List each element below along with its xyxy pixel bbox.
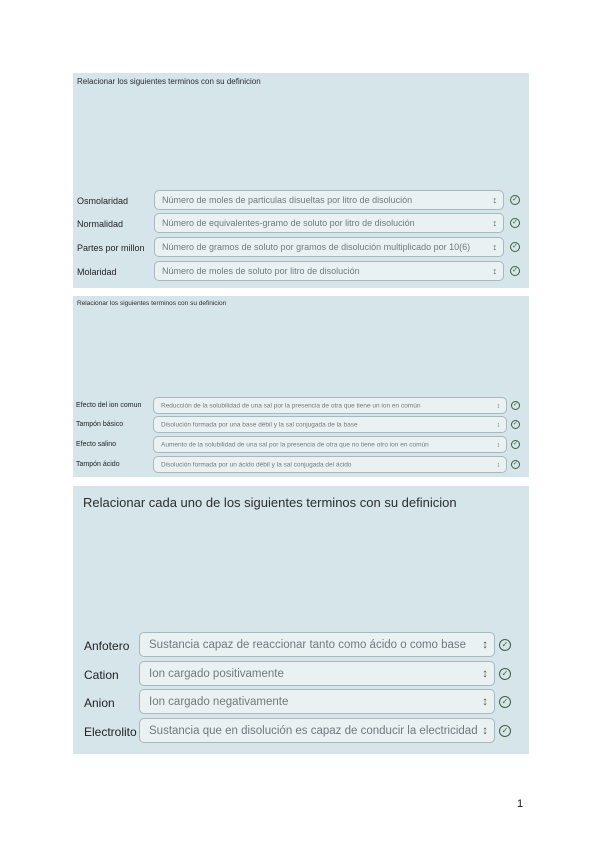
matching-question-1 — [73, 73, 529, 288]
question-prompt: Relacionar cada uno de los siguientes terminos con su definicion — [83, 495, 457, 510]
match-row — [73, 190, 529, 212]
updown-arrow-icon: ↕ — [496, 421, 500, 428]
check-circle-icon: ✓ — [510, 195, 520, 205]
match-row — [73, 661, 529, 688]
match-row — [73, 213, 529, 235]
question-prompt: Relacionar los siguientes terminos con su definicion — [77, 300, 227, 307]
updown-arrow-icon: ↕ — [496, 461, 500, 468]
check-circle-icon: ✓ — [499, 725, 511, 737]
check-circle-icon: ✓ — [512, 441, 519, 447]
match-row — [73, 436, 529, 455]
updown-arrow-icon: ↕ — [496, 402, 500, 409]
term-label: Efecto del ion comun — [76, 402, 142, 409]
updown-arrow-icon: ↕ — [496, 441, 500, 448]
check-circle-icon: ✓ — [512, 421, 519, 427]
answer-select[interactable]: Sustancia capaz de reaccionar tanto como ácido o como base ↕ — [139, 632, 495, 657]
updown-arrow-icon: ↕ — [482, 638, 488, 651]
answer-select[interactable]: Disolución formada por un ácido débil y la sal conjugada del ácido ↕ — [153, 456, 507, 473]
answer-select[interactable]: Ion cargado positivamente ↕ — [139, 661, 495, 686]
question-prompt: Relacionar los siguientes terminos con su definicion — [77, 77, 261, 86]
updown-arrow-icon: ↕ — [482, 667, 488, 680]
updown-arrow-icon: ↕ — [482, 695, 488, 708]
answer-select[interactable]: Ion cargado negativamente ↕ — [139, 689, 495, 714]
check-circle-icon: ✓ — [510, 242, 520, 252]
matching-question-2 — [73, 296, 529, 477]
answer-select[interactable]: Número de moles de particulas disueltas por litro de disolución ↕ — [154, 190, 504, 210]
term-label: Normalidad — [77, 219, 124, 229]
match-row — [73, 397, 529, 416]
term-label: Osmolaridad — [77, 196, 129, 206]
match-row — [73, 261, 529, 283]
updown-arrow-icon: ↕ — [482, 724, 488, 737]
term-label: Electrolito — [84, 725, 137, 739]
answer-select[interactable]: Número de equivalentes-gramo de soluto por litro de disolución ↕ — [154, 213, 504, 233]
answer-select[interactable]: Número de gramos de soluto por gramos de disolución multiplicado por 10(6) ↕ — [154, 237, 504, 257]
check-circle-icon: ✓ — [510, 218, 520, 228]
term-label: Tampón ácido — [76, 461, 120, 468]
answer-select[interactable]: Número de moles de soluto por litro de disolución ↕ — [154, 261, 504, 281]
answer-select[interactable]: Sustancia que en disolución es capaz de conducir la electricidad ↕ — [139, 718, 495, 743]
updown-arrow-icon: ↕ — [492, 266, 497, 276]
term-label: Cation — [84, 668, 119, 682]
term-label: Tampón básico — [76, 421, 124, 428]
match-row — [73, 718, 529, 745]
term-label: Anion — [84, 696, 115, 710]
updown-arrow-icon: ↕ — [492, 195, 497, 205]
check-circle-icon: ✓ — [499, 696, 511, 708]
check-circle-icon: ✓ — [510, 266, 520, 276]
page-number: 1 — [517, 798, 524, 810]
term-label: Partes por millon — [77, 243, 145, 253]
answer-select[interactable]: Aumento de la solubilidad de una sal por la presencia de otra que no tiene otro ion en común ↕ — [153, 436, 507, 453]
term-label: Molaridad — [77, 267, 117, 277]
check-circle-icon: ✓ — [512, 461, 519, 467]
match-row — [73, 237, 529, 259]
match-row — [73, 632, 529, 659]
check-circle-icon: ✓ — [512, 402, 519, 408]
answer-select[interactable]: Reducción de la solubilidad de una sal por la presencia de otra que tiene un ion en común ↕ — [153, 397, 507, 414]
match-row — [73, 689, 529, 716]
matching-question-3 — [73, 486, 529, 754]
term-label: Efecto salino — [76, 441, 117, 448]
match-row — [73, 456, 529, 475]
check-circle-icon: ✓ — [499, 639, 511, 651]
match-row — [73, 416, 529, 435]
check-circle-icon: ✓ — [499, 668, 511, 680]
updown-arrow-icon: ↕ — [492, 242, 497, 252]
term-label: Anfotero — [84, 639, 130, 653]
updown-arrow-icon: ↕ — [492, 218, 497, 228]
answer-select[interactable]: Disolución formada por una base débil y la sal conjugada de la base ↕ — [153, 416, 507, 433]
